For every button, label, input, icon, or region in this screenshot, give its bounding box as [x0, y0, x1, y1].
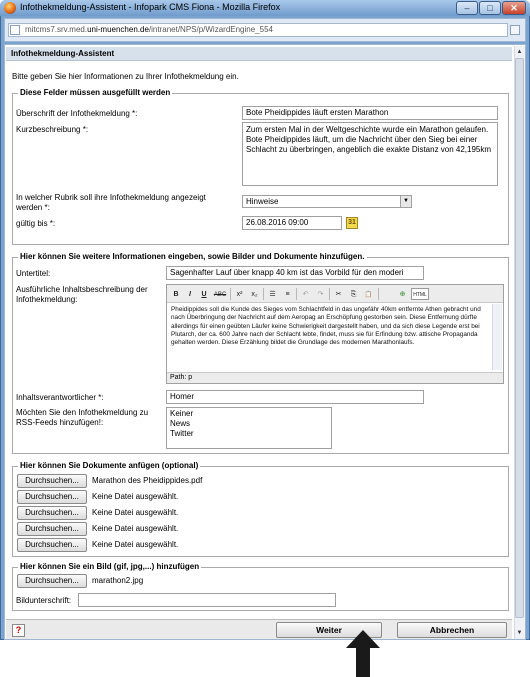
help-icon[interactable]: ? [12, 624, 25, 637]
url-domain: uni-muenchen.de [87, 25, 149, 34]
rubric-select[interactable] [242, 195, 412, 208]
valid-until-label: gültig bis *: [16, 219, 56, 228]
image-file-status: marathon2.jpg [92, 576, 144, 585]
editor-scrollbar[interactable] [492, 304, 502, 370]
list-item[interactable]: Keiner [170, 409, 194, 418]
rubric-selected-value: Hinweise [246, 197, 279, 206]
responsible-label: Inhaltsverantwortlicher *: [16, 393, 104, 402]
headline-label: Überschrift der Infothekmeldung *: [16, 109, 138, 118]
maximize-button[interactable]: □ [479, 1, 501, 15]
site-identity-icon[interactable] [10, 25, 20, 35]
document-file-status: Keine Datei ausgewählt. [92, 492, 179, 501]
editor-path: Path: p [167, 372, 503, 383]
description-editor-body[interactable]: Pheidippides soll die Kunde des Sieges vom Schlachtfeld in das ungefähr 40km entfernte Athen gebracht und nach Überbringung der Nachricht auf dem Aeropag an Erschöpfung gestorben sein. Diese Entfernung dürfte allerdings für einen geübten Läufer keine Schwierigkeit dargestellt haben, und da sich diese Legende erst bei Plutarch, der ca. 600 Jahre nach der Schlacht lebte, findet, muss sie für Erfindung bzw. attische Propaganda gehalten werden. Diese Erzählung bildet die Grundlage des modernen Marathonlaufs. [171, 306, 481, 347]
window-title: Infothekmeldung-Assistent - Infopark CMS Fiona - Mozilla Firefox [20, 2, 281, 12]
document-file-status: Keine Datei ausgewählt. [92, 540, 179, 549]
strikethrough-button[interactable]: ABC [213, 292, 227, 298]
headline-input[interactable]: Bote Pheidippides läuft ersten Marathon [242, 106, 498, 120]
scroll-up-arrow-icon[interactable]: ▲ [516, 49, 523, 55]
browse-document-button[interactable]: Durchsuchen... [17, 522, 87, 536]
summary-textarea[interactable]: Zum ersten Mal in der Weltgeschichte wurde ein Marathon gelaufen. Bote Pheidippides läuft, um die Nachricht über den Sieg bei einer Schlacht zu überbringen, angeblich die exakte Distanz von 42,195km [242, 122, 498, 186]
close-window-button[interactable]: ✕ [502, 1, 526, 15]
next-button[interactable]: Weiter [276, 622, 382, 638]
browse-image-button[interactable]: Durchsuchen... [17, 574, 87, 588]
subscript-button[interactable]: x₂ [251, 291, 258, 298]
required-legend: Diese Felder müssen ausgefüllt werden [20, 88, 171, 97]
browse-document-button[interactable]: Durchsuchen... [17, 490, 87, 504]
paste-icon[interactable]: 📋 [364, 292, 373, 298]
html-source-button[interactable]: HTML [411, 288, 429, 300]
chevron-down-icon[interactable]: ▼ [400, 196, 411, 207]
italic-button[interactable]: I [189, 291, 191, 298]
url-path: /intranet/NPS/p/WizardEngine_554 [148, 25, 273, 34]
minimize-button[interactable]: – [456, 1, 478, 15]
scroll-down-arrow-icon[interactable]: ▼ [516, 630, 523, 636]
scrollbar-thumb[interactable] [515, 58, 524, 618]
bold-button[interactable]: B [173, 291, 179, 298]
subtitle-label: Untertitel: [16, 269, 51, 278]
list-item[interactable]: Twitter [170, 429, 194, 438]
rss-feed-list[interactable] [166, 407, 332, 449]
cancel-button[interactable]: Abbrechen [397, 622, 507, 638]
address-bar[interactable] [8, 23, 508, 37]
toolbar-divider [329, 288, 330, 300]
document-file-status: Marathon des Pheidippides.pdf [92, 476, 203, 485]
pointer-arrow-icon [346, 630, 380, 677]
document-file-status: Keine Datei ausgewählt. [92, 508, 179, 517]
undo-icon[interactable]: ↶ [302, 291, 309, 298]
url-prefix: mitcms7.srv.med. [25, 25, 88, 34]
toolbar-divider [230, 288, 231, 300]
cut-icon[interactable]: ✂ [335, 291, 342, 298]
browse-document-button[interactable]: Durchsuchen... [17, 506, 87, 520]
underline-button[interactable]: U [201, 291, 207, 298]
subtitle-input[interactable]: Sagenhafter Lauf über knapp 40 km ist das Vorbild für den moderi [166, 266, 424, 280]
caption-label: Bildunterschrift: [16, 596, 72, 605]
caption-input[interactable] [78, 593, 336, 607]
toolbar-divider [378, 288, 379, 300]
toolbar-divider [263, 288, 264, 300]
firefox-icon [4, 2, 16, 14]
calendar-icon[interactable]: 31 [346, 217, 358, 229]
responsible-input[interactable]: Homer [166, 390, 424, 404]
list-item[interactable]: News [170, 419, 191, 428]
page-info-icon[interactable] [510, 25, 520, 35]
summary-label: Kurzbeschreibung *: [16, 125, 89, 134]
redo-icon[interactable]: ↷ [317, 291, 324, 298]
image-legend: Hier können Sie ein Bild (gif, jpg,...) hinzufügen [20, 562, 200, 571]
bulleted-list-icon[interactable]: ☰ [269, 291, 276, 298]
rubric-label: In welcher Rubrik soll ihre Infothekmeldung angezeigt werden *: [16, 193, 206, 212]
documents-legend: Hier können Sie Dokumente anfügen (optional) [20, 461, 199, 470]
browse-document-button[interactable]: Durchsuchen... [17, 474, 87, 488]
optional-legend: Hier können Sie weitere Informationen eingeben, sowie Bilder und Dokumente hinzufügen. [20, 252, 365, 261]
insert-link-icon[interactable]: ⊕ [399, 291, 406, 298]
browse-document-button[interactable]: Durchsuchen... [17, 538, 87, 552]
copy-icon[interactable]: ⎘ [350, 291, 357, 298]
rss-label: Möchten Sie den Infothekmeldung zu RSS-Feeds hinzufügen!: [16, 408, 149, 427]
description-label: Ausführliche Inhaltsbeschreibung der Infothekmeldung: [16, 285, 148, 304]
document-file-status: Keine Datei ausgewählt. [92, 524, 179, 533]
numbered-list-icon[interactable]: ≡ [285, 291, 290, 298]
superscript-button[interactable]: x² [236, 291, 243, 298]
toolbar-divider [296, 288, 297, 300]
valid-until-input[interactable]: 26.08.2016 09:00 [242, 216, 342, 230]
wizard-heading: Infothekmeldung-Assistent [6, 47, 512, 61]
wizard-intro: Bitte geben Sie hier Informationen zu Ihrer Infothekmeldung ein. [12, 72, 239, 81]
